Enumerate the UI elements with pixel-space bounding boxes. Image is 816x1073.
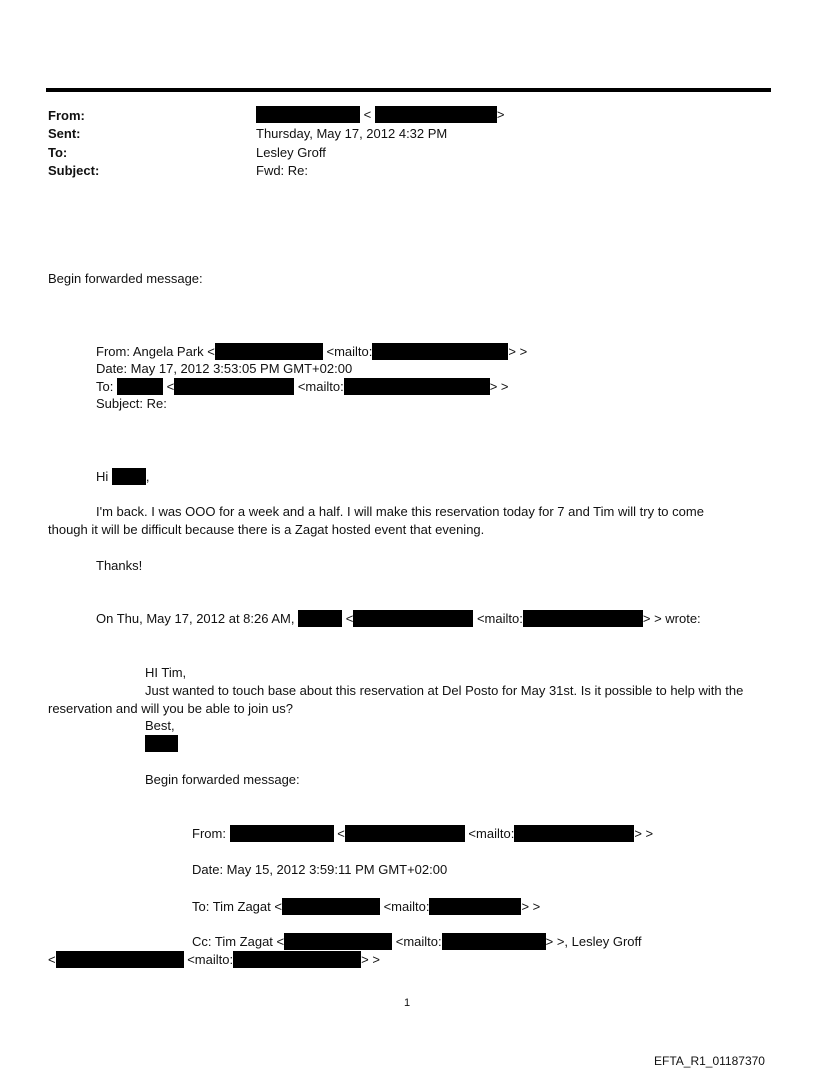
redaction-box (112, 468, 146, 485)
msg2-best: Best, (145, 718, 175, 733)
msg3-cont-mailto: <mailto: (187, 952, 234, 967)
msg3-from-open: < (337, 826, 345, 841)
msg3-to-mailto: <mailto: (383, 899, 430, 914)
redaction-box (523, 610, 643, 627)
msg2-signature (145, 735, 178, 752)
msg3-cc-mailto: <mailto: (395, 934, 442, 949)
sent-value: Thursday, May 17, 2012 4:32 PM (256, 126, 448, 141)
msg3-from-text: From: (192, 826, 226, 841)
subject-label: Subject: (48, 163, 100, 178)
sent-label: Sent: (48, 126, 81, 141)
to-value: Lesley Groff (256, 145, 326, 160)
quote1-open: < (345, 611, 354, 626)
redaction-box (256, 106, 360, 123)
redaction-box (174, 378, 294, 395)
from-value (256, 106, 504, 123)
msg1-body-line2: though it will be difficult because there is a Zagat hosted event that evening. (48, 522, 485, 537)
quote1-mailto: <mailto: (476, 611, 523, 626)
quote1-wrote: > > wrote: (642, 611, 701, 626)
msg1-from-text: From: Angela Park < (96, 344, 215, 359)
from-open: < (363, 107, 372, 122)
redaction-box (282, 898, 380, 915)
msg3-to (192, 898, 540, 915)
msg3-cc (192, 933, 642, 950)
quote1-intro-text: On Thu, May 17, 2012 at 8:26 AM, (96, 611, 295, 626)
msg1-body-line1: I'm back. I was OOO for a week and a half. I will make this reservation today for 7 and Tim will try to come (96, 504, 704, 519)
msg2-line1: Just wanted to touch base about this reservation at Del Posto for May 31st. Is it possible to help with the (145, 683, 744, 698)
forward-intro: Begin forwarded message: (48, 271, 203, 286)
msg1-from (96, 343, 527, 360)
msg2-line2: reservation and will you be able to join us? (48, 701, 293, 716)
msg3-cont-close: > > (361, 952, 380, 967)
msg3-to-text: To: Tim Zagat < (192, 899, 282, 914)
msg1-mailto: <mailto: (326, 344, 373, 359)
msg1-thanks: Thanks! (96, 558, 143, 573)
redaction-box (56, 951, 184, 968)
msg3-cc-tail: > >, Lesley Groff (545, 934, 642, 949)
msg3-cont-open: < (48, 952, 56, 967)
msg3-from (192, 825, 653, 842)
msg2-greeting: HI Tim, (145, 665, 187, 680)
msg1-greeting-text: Hi (96, 469, 109, 484)
msg3-cc-text: Cc: Tim Zagat < (192, 934, 285, 949)
msg3-from-mailto: <mailto: (468, 826, 515, 841)
redaction-box (230, 825, 334, 842)
redaction-box (353, 610, 473, 627)
msg3-date: Date: May 15, 2012 3:59:11 PM GMT+02:00 (192, 862, 448, 877)
from-label: From: (48, 108, 85, 123)
redaction-box (375, 106, 497, 123)
msg1-to (96, 378, 509, 395)
redaction-box (145, 735, 178, 752)
msg1-from-close: > > (508, 344, 528, 359)
msg1-subject: Subject: Re: (96, 396, 167, 411)
bates-number: EFTA_R1_01187370 (654, 1054, 765, 1068)
to-label: To: (48, 145, 68, 160)
msg3-to-close: > > (521, 899, 541, 914)
redaction-box (344, 378, 490, 395)
msg1-to-close: > > (489, 379, 509, 394)
msg1-greeting (96, 468, 150, 485)
msg1-date: Date: May 17, 2012 3:53:05 PM GMT+02:00 (96, 361, 353, 376)
redaction-box (298, 610, 342, 627)
redaction-box (345, 825, 465, 842)
redaction-box (215, 343, 323, 360)
redaction-box (429, 898, 521, 915)
msg1-to-open: < (166, 379, 175, 394)
redaction-box (117, 378, 163, 395)
msg2-forward-intro: Begin forwarded message: (145, 772, 300, 787)
msg3-from-close: > > (634, 826, 654, 841)
redaction-box (372, 343, 508, 360)
msg1-greeting-end: , (145, 469, 150, 484)
msg1-to-text: To: (96, 379, 114, 394)
redaction-box (284, 933, 392, 950)
subject-value: Fwd: Re: (256, 163, 309, 178)
header-rule (46, 88, 771, 92)
redaction-box (514, 825, 634, 842)
msg1-to-mailto: <mailto: (297, 379, 344, 394)
quote1-intro (96, 610, 701, 627)
redaction-box (233, 951, 361, 968)
page-number: 1 (404, 997, 411, 1009)
redaction-box (442, 933, 546, 950)
msg3-cc-continued (48, 951, 380, 968)
from-close: > (496, 107, 505, 122)
